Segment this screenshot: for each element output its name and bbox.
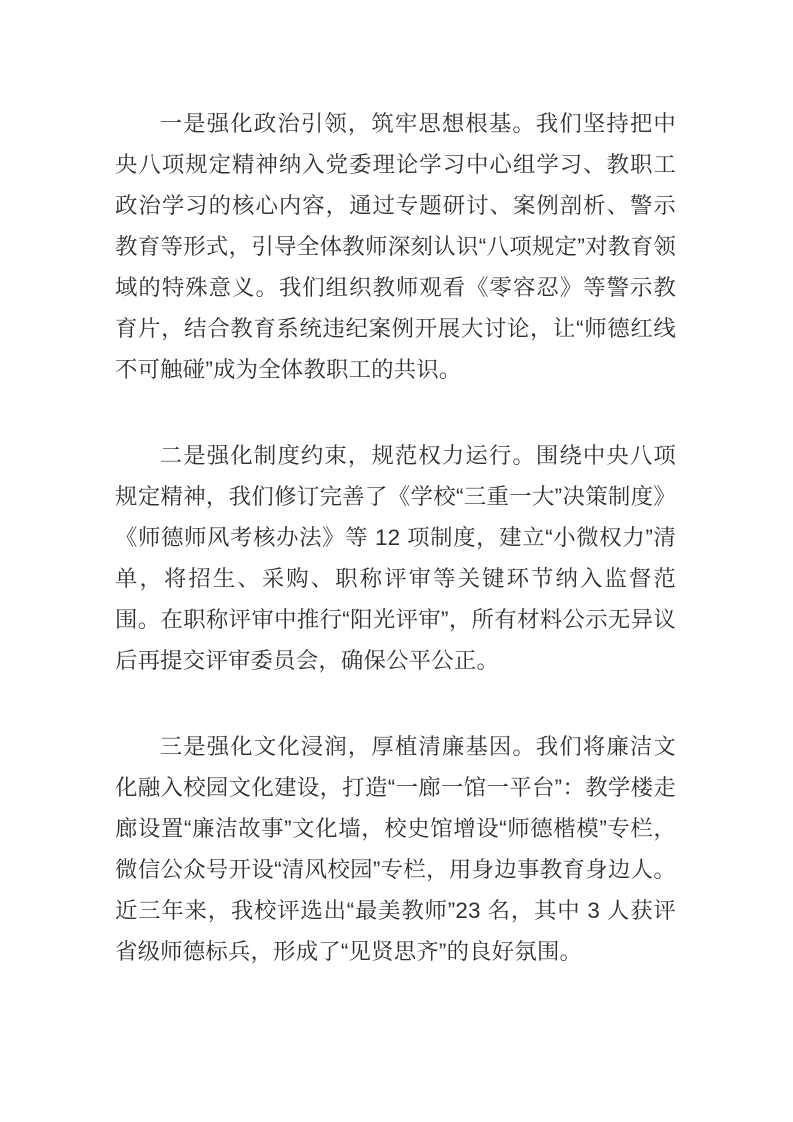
paragraph-political-guidance: 一是强化政治引领，筑牢思想根基。我们坚持把中央八项规定精神纳入党委理论学习中心组学习、教职工政治学习的核心内容，通过专题研讨、案例剖析、警示教育等形式，引导全体教师深刻认识“八项规定”对教育领域的特殊意义。我们组织教师观看《零容忍》等警示教育片，结合教育系统违纪案例开展大讨论，让“师德红线不可触碰”成为全体教职工的共识。	[115, 111, 676, 382]
paragraph-institutional-constraints: 二是强化制度约束，规范权力运行。围绕中央八项规定精神，我们修订完善了《学校“三重一大”决策制度》《师德师风考核办法》等 12 项制度，建立“小微权力”清单，将招生、采购、职称评审等关键环节纳入监督范围。在职称评审中推行“阳光评审”，所有材料公示无异议后再提交评审委员会，确保公平公正。	[115, 443, 676, 673]
paragraph-cultural-cultivation: 三是强化文化浸润，厚植清廉基因。我们将廉洁文化融入校园文化建设，打造“一廊一馆一平台”：教学楼走廊设置“廉洁故事”文化墙，校史馆增设“师德楷模”专栏，微信公众号开设“清风校园”专栏，用身边事教育身边人。近三年来，我校评选出“最美教师”23 名，其中 3 人获评省级师德标兵，形成了“见贤思齐”的良好氛围。	[115, 734, 676, 964]
